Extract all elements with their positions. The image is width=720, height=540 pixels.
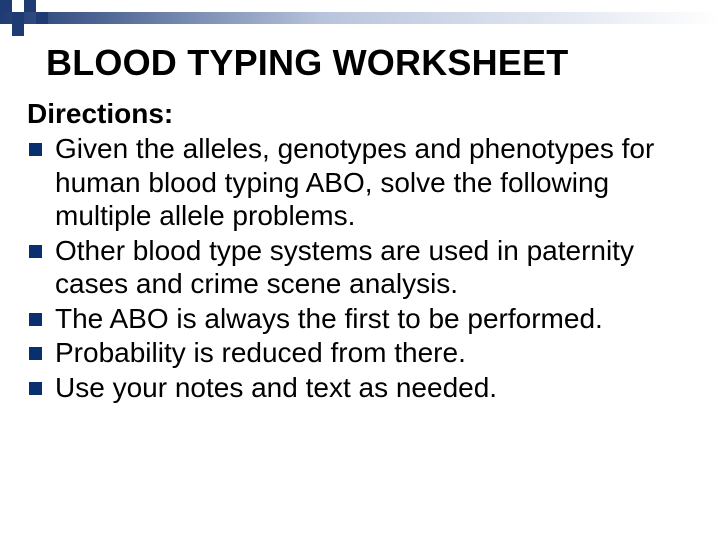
decor-square — [12, 24, 24, 36]
header-decoration — [0, 0, 720, 36]
bullet-item — [27, 302, 707, 336]
header-gradient-bar — [0, 12, 720, 24]
square-bullet-icon — [29, 313, 42, 326]
square-bullet-icon — [29, 143, 42, 156]
bullet-text: Other blood type systems are used in paternity cases and crime scene analysis. — [55, 234, 634, 299]
slide-title: BLOOD TYPING WORKSHEET — [46, 42, 569, 83]
square-bullet-icon — [29, 382, 42, 395]
bullet-item — [27, 132, 707, 233]
bullet-text: Probability is reduced from there. — [55, 337, 466, 368]
bullet-item — [27, 336, 707, 370]
bullet-item — [27, 234, 707, 301]
square-bullet-icon — [29, 245, 42, 258]
bullet-list — [27, 132, 707, 404]
decor-square — [36, 12, 48, 24]
bullet-text: Given the alleles, genotypes and phenotypes for human blood typing ABO, solve the following multiple allele problems. — [55, 133, 655, 231]
bullet-text: The ABO is always the first to be performed. — [55, 302, 603, 334]
decor-square — [24, 0, 36, 12]
bullet-item — [27, 371, 707, 405]
decor-square — [0, 0, 12, 12]
directions-label: Directions: — [27, 98, 174, 129]
bullet-text: Use your notes and text as needed. — [55, 371, 498, 403]
decor-square — [12, 12, 24, 24]
square-bullet-icon — [29, 347, 42, 360]
content-area — [27, 96, 707, 405]
